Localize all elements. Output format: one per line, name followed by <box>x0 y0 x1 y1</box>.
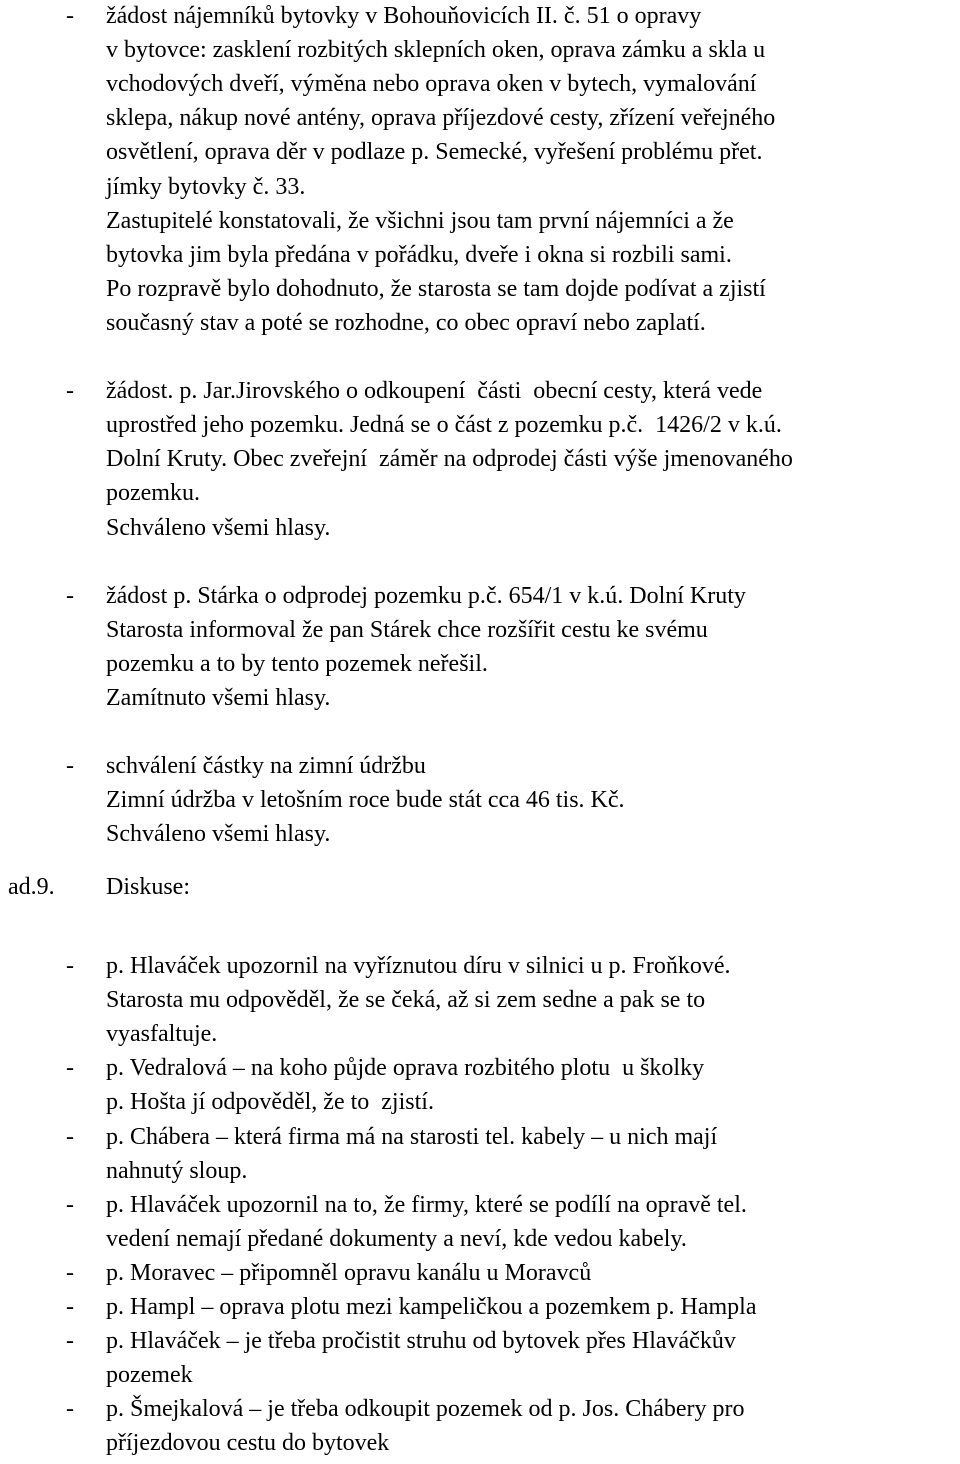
text-line: p. Chábera – která firma má na starosti tel. kabely – u nich mají <box>106 1123 718 1150</box>
text-line: pozemku a to by tento pozemek neřešil. <box>106 650 488 677</box>
bullet-dash: - <box>66 753 74 780</box>
text-line: nahnutý sloup. <box>106 1157 248 1184</box>
bullet-dash: - <box>66 378 74 405</box>
text-line: Zastupitelé konstatovali, že všichni jsou tam první nájemníci a že <box>106 207 734 234</box>
bullet-dash: - <box>66 1396 74 1423</box>
bullet-dash: - <box>66 1123 74 1150</box>
bullet-dash: - <box>66 3 74 29</box>
text-line: osvětlení, oprava děr v podlaze p. Semecké, vyřešení problému přet. <box>106 139 763 166</box>
text-line: Zamítnuto všemi hlasy. <box>106 685 331 711</box>
text-line: žádost nájemníků bytovky v Bohouňovicích II. č. 51 o opravy <box>106 3 702 29</box>
bullet-dash: - <box>66 582 74 609</box>
text-line: jímky bytovky č. 33. <box>106 173 306 200</box>
bullet-dash: - <box>66 1191 74 1218</box>
text-line: p. Hlaváček upozornil na to, že firmy, které se podílí na opravě tel. <box>106 1191 747 1218</box>
bullet-dash: - <box>66 1328 74 1355</box>
text-line: uprostřed jeho pozemku. Jedná se o část z pozemku p.č. 1426/2 v k.ú. <box>106 412 782 439</box>
text-line: p. Hampl – oprava plotu mezi kampeličkou a pozemkem p. Hampla <box>106 1294 757 1320</box>
text-line: současný stav a poté se rozhodne, co obec opraví nebo zaplatí. <box>106 309 706 336</box>
text-line: schválení částky na zimní údržbu <box>106 753 426 780</box>
text-line: Po rozpravě bylo dohodnuto, že starosta se tam dojde podívat a zjistí <box>106 275 766 302</box>
text-line: Schváleno všemi hlasy. <box>106 821 331 848</box>
text-line: p. Moravec – připomněl opravu kanálu u Moravců <box>106 1259 592 1286</box>
text-line: vchodových dveří, výměna nebo oprava oken v bytech, vymalování <box>106 71 757 98</box>
text-line: sklepa, nákup nové antény, oprava příjezdové cesty, zřízení veřejného <box>106 105 776 132</box>
text-line: Zimní údržba v letošním roce bude stát cca 46 tis. Kč. <box>106 787 625 814</box>
text-line: p. Hošta jí odpověděl, že to zjistí. <box>106 1089 434 1116</box>
text-line: Dolní Kruty. Obec zveřejní záměr na odprodej části výše jmenovaného <box>106 446 793 473</box>
text-line: Starosta informoval že pan Stárek chce rozšířit cestu ke svému <box>106 616 708 643</box>
section-number: ad.9. <box>8 874 55 900</box>
bullet-dash: - <box>66 1259 74 1286</box>
text-line: pozemek <box>106 1362 193 1389</box>
text-line: v bytovce: zasklení rozbitých sklepních oken, oprava zámku a skla u <box>106 37 766 64</box>
text-line: příjezdovou cestu do bytovek <box>106 1430 390 1457</box>
bullet-dash: - <box>66 1294 74 1320</box>
text-line: pozemku. <box>106 480 200 507</box>
text-line: žádost. p. Jar.Jirovského o odkoupení části obecní cesty, která vede <box>106 378 763 405</box>
bullet-dash: - <box>66 953 74 979</box>
text-line: bytovka jim byla předána v pořádku, dveře i okna si rozbili sami. <box>106 241 732 268</box>
text-line: p. Šmejkalová – je třeba odkoupit pozemek od p. Jos. Chábery pro <box>106 1396 745 1423</box>
text-line: Starosta mu odpověděl, že se čeká, až si zem sedne a pak se to <box>106 987 706 1014</box>
text-line: žádost p. Stárka o odprodej pozemku p.č. 654/1 v k.ú. Dolní Kruty <box>106 582 746 609</box>
text-line: p. Hlaváček upozornil na vyříznutou díru v silnici u p. Froňkové. <box>106 953 731 979</box>
text-line: Schváleno všemi hlasy. <box>106 514 331 541</box>
text-line: p. Hlaváček – je třeba pročistit struhu od bytovek přes Hlaváčkův <box>106 1328 736 1355</box>
text-line: vedení nemají předané dokumenty a neví, kde vedou kabely. <box>106 1225 687 1252</box>
bullet-dash: - <box>66 1055 74 1082</box>
text-line: vyasfaltuje. <box>106 1021 218 1048</box>
text-line: p. Vedralová – na koho půjde oprava rozbitého plotu u školky <box>106 1055 705 1082</box>
section-title: Diskuse: <box>106 874 190 900</box>
